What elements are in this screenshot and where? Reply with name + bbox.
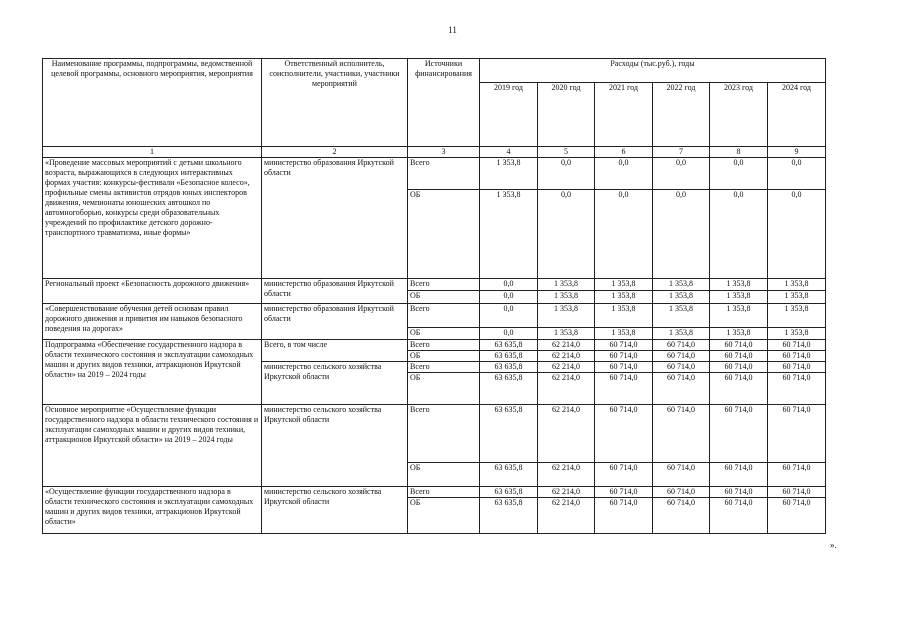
row-executor: министерство сельского хозяйства Иркутской области [262,487,408,534]
header-source: Источники финансирования [408,59,480,147]
value-cell: 62 214,0 [538,373,595,405]
value-cell: 0,0 [768,190,826,279]
row-executor: министерство сельского хозяйства Иркутской области [262,362,408,405]
value-cell: 0,0 [595,190,653,279]
value-cell: 1 353,8 [595,328,653,340]
value-cell: 1 353,8 [768,291,826,304]
value-cell: 62 214,0 [538,405,595,463]
value-cell: 60 714,0 [710,373,768,405]
header-year: 2020 год [538,83,595,147]
source-cell: ОБ [408,328,480,340]
row-name: «Осуществление функции государственного надзора в области технического состояния и эксплуатации самоходных машин и других видов техники, аттракционов Иркутской области» [43,487,262,534]
value-cell: 60 714,0 [653,340,710,351]
value-cell: 60 714,0 [653,487,710,498]
row-name: «Совершенствование обучения детей основам правил дорожного движения и привития им навыков безопасного поведения на дорогах» [43,304,262,340]
source-cell: ОБ [408,291,480,304]
column-number: 6 [595,147,653,158]
value-cell: 0,0 [710,190,768,279]
value-cell: 0,0 [480,328,538,340]
value-cell: 60 714,0 [595,463,653,487]
value-cell: 0,0 [768,158,826,190]
value-cell: 60 714,0 [768,362,826,373]
value-cell: 1 353,8 [653,279,710,291]
value-cell: 60 714,0 [768,498,826,534]
value-cell: 1 353,8 [710,304,768,328]
header-year: 2024 год [768,83,826,147]
value-cell: 60 714,0 [768,463,826,487]
value-cell: 60 714,0 [595,487,653,498]
header-executor: Ответственный исполнитель, соисполнители, участники, участники мероприятий [262,59,408,147]
value-cell: 0,0 [538,190,595,279]
row-name: Основное мероприятие «Осуществление функции государственного надзора в области технического состояния и эксплуатации самоходных машин и других видов техники, аттракционов Иркутской области» на 2019 – 2024 годы [43,405,262,487]
value-cell: 60 714,0 [653,405,710,463]
value-cell: 63 635,8 [480,487,538,498]
column-number: 3 [408,147,480,158]
value-cell: 63 635,8 [480,362,538,373]
value-cell: 1 353,8 [595,304,653,328]
value-cell: 60 714,0 [768,487,826,498]
value-cell: 60 714,0 [595,373,653,405]
row-executor: министерство образования Иркутской области [262,279,408,304]
value-cell: 60 714,0 [653,498,710,534]
value-cell: 0,0 [480,304,538,328]
value-cell: 1 353,8 [480,158,538,190]
value-cell: 63 635,8 [480,463,538,487]
value-cell: 1 353,8 [595,291,653,304]
value-cell: 60 714,0 [595,340,653,351]
value-cell: 60 714,0 [595,405,653,463]
value-cell: 0,0 [710,158,768,190]
value-cell: 0,0 [480,279,538,291]
source-cell: Всего [408,487,480,498]
value-cell: 60 714,0 [653,351,710,362]
value-cell: 63 635,8 [480,498,538,534]
column-number: 5 [538,147,595,158]
source-cell: Всего [408,158,480,190]
row-name: Региональный проект «Безопасность дорожного движения» [43,279,262,304]
value-cell: 60 714,0 [595,498,653,534]
value-cell: 1 353,8 [653,328,710,340]
source-cell: ОБ [408,373,480,405]
value-cell: 60 714,0 [710,487,768,498]
source-cell: ОБ [408,498,480,534]
row-name: «Проведение массовых мероприятий с детьми школьного возраста, выражающихся в следующих интерактивных формах участия: конкурсы-фестивали «Безопасное колесо», профильные смены активистов отрядов юных инспекторов движения, чемпионаты юношеских автошкол по автомногоборью, конкурсы среди образовательных учреждений по профилактике детского дорожно-транспортного травматизма, иные формы» [43,158,262,279]
header-expenses: Расходы (тыс.руб.), годы [480,59,826,83]
value-cell: 62 214,0 [538,340,595,351]
value-cell: 0,0 [480,291,538,304]
column-number: 8 [710,147,768,158]
value-cell: 1 353,8 [538,291,595,304]
source-cell: Всего [408,362,480,373]
value-cell: 0,0 [653,190,710,279]
value-cell: 60 714,0 [653,362,710,373]
header-year: 2019 год [480,83,538,147]
value-cell: 60 714,0 [710,498,768,534]
value-cell: 1 353,8 [710,279,768,291]
page-number: 11 [448,25,457,35]
value-cell: 60 714,0 [595,351,653,362]
value-cell: 60 714,0 [710,405,768,463]
value-cell: 60 714,0 [710,463,768,487]
value-cell: 62 214,0 [538,463,595,487]
value-cell: 60 714,0 [653,373,710,405]
value-cell: 1 353,8 [710,291,768,304]
value-cell: 62 214,0 [538,351,595,362]
value-cell: 1 353,8 [768,328,826,340]
value-cell: 60 714,0 [653,463,710,487]
value-cell: 62 214,0 [538,487,595,498]
row-name: Подпрограмма «Обеспечение государственного надзора в области технического состояния и эксплуатации самоходных машин и других видов техники, аттракционов Иркутской области» на 2019 – 2024 годы [43,340,262,405]
value-cell: 60 714,0 [710,340,768,351]
value-cell: 60 714,0 [768,373,826,405]
row-executor-all: Всего, в том числе [262,340,408,362]
value-cell: 1 353,8 [653,304,710,328]
value-cell: 1 353,8 [653,291,710,304]
value-cell: 1 353,8 [768,279,826,291]
value-cell: 1 353,8 [710,328,768,340]
column-number: 1 [43,147,262,158]
column-number: 2 [262,147,408,158]
value-cell: 63 635,8 [480,405,538,463]
value-cell: 62 214,0 [538,498,595,534]
source-cell: Всего [408,340,480,351]
value-cell: 1 353,8 [538,304,595,328]
value-cell: 1 353,8 [480,190,538,279]
value-cell: 60 714,0 [768,405,826,463]
value-cell: 60 714,0 [595,362,653,373]
row-executor: министерство образования Иркутской области [262,158,408,279]
source-cell: Всего [408,304,480,328]
value-cell: 1 353,8 [595,279,653,291]
header-name: Наименование программы, подпрограммы, ведомственной целевой программы, основного мероприятия, мероприятия [43,59,262,147]
value-cell: 1 353,8 [538,279,595,291]
value-cell: 0,0 [538,158,595,190]
value-cell: 63 635,8 [480,373,538,405]
header-year: 2023 год [710,83,768,147]
source-cell: ОБ [408,351,480,362]
expenses-table [42,58,826,534]
value-cell: 60 714,0 [710,362,768,373]
value-cell: 60 714,0 [768,340,826,351]
column-number: 7 [653,147,710,158]
value-cell: 1 353,8 [768,304,826,328]
source-cell: ОБ [408,463,480,487]
source-cell: Всего [408,279,480,291]
header-year: 2021 год [595,83,653,147]
value-cell: 63 635,8 [480,351,538,362]
value-cell: 1 353,8 [538,328,595,340]
row-executor: министерство сельского хозяйства Иркутской области [262,405,408,487]
row-executor: министерство образования Иркутской области [262,304,408,340]
value-cell: 0,0 [653,158,710,190]
value-cell: 63 635,8 [480,340,538,351]
value-cell: 0,0 [595,158,653,190]
value-cell: 62 214,0 [538,362,595,373]
column-number: 9 [768,147,826,158]
header-year: 2022 год [653,83,710,147]
value-cell: 60 714,0 [710,351,768,362]
closing-quote-mark: ». [830,540,837,550]
value-cell: 60 714,0 [768,351,826,362]
column-number: 4 [480,147,538,158]
source-cell: Всего [408,405,480,463]
source-cell: ОБ [408,190,480,279]
